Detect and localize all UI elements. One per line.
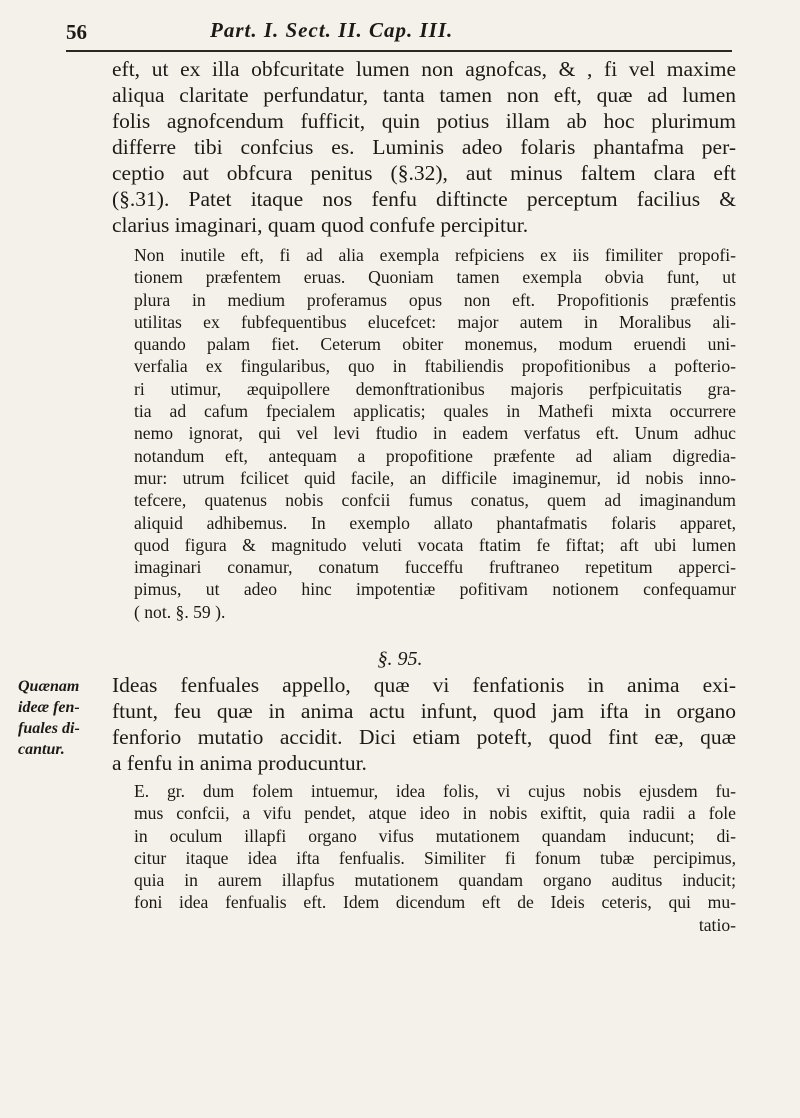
text-line: tefcere, quatenus nobis confcii fumus conatus, quem ad imaginandum xyxy=(134,490,736,511)
text-line: plura in medium proferamus opus non eft. Propofitionis præfentis xyxy=(134,289,736,310)
margin-note xyxy=(18,676,88,760)
text-line: nemo ignorat, qui vel levi ftudio in eadem verfatus eft. Unum adhuc xyxy=(134,423,736,444)
text-line: utilitas ex fubfequentibus elucefcet: major autem in Moralibus ali- xyxy=(134,311,736,332)
page-header xyxy=(66,18,726,48)
text-line: differre tibi confcius es. Luminis adeo folaris phantafma per- xyxy=(112,135,736,159)
text-line: fenforio mutatio accidit. Dici etiam poteft, quod fint eæ, quæ xyxy=(112,725,736,749)
text-line: eft, ut ex illa obfcuritate lumen non agnofcas, & , fi vel maxime xyxy=(112,57,736,81)
section-number: §. 95. xyxy=(377,648,423,670)
text-line: ri utimur, æquipollere demonftrationibus majoris perfpicuitatis gra- xyxy=(134,378,736,399)
paragraph-4-example xyxy=(134,780,736,936)
text-line: in oculum illapfi organo vifus mutationem quandam inducunt; di- xyxy=(134,825,736,846)
text-line: E. gr. dum folem intuemur, idea folis, vi cujus nobis ejusdem fu- xyxy=(134,781,736,801)
text-line: verfalia ex fingularibus, quo in ftabiliendis propofitionibus a pofterio- xyxy=(134,356,736,377)
text-line: ( not. §. 59 ). xyxy=(134,601,226,622)
margin-note-line: Quænam xyxy=(18,678,80,695)
text-line: folis agnofcendum fufficit, quin potius illam ab hoc plurimum xyxy=(112,109,736,133)
text-line: tia ad cafum fpecialem applicatis; quales in Mathefi mixta occurrere xyxy=(134,401,736,422)
text-line: a fenfu in anima producuntur. xyxy=(112,751,367,775)
margin-note-line: fuales di- xyxy=(18,720,80,737)
text-line: pimus, ut adeo hinc impotentiæ pofitivam notionem confequamur xyxy=(134,579,736,600)
text-line: clarius imaginari, quam quod confufe percipitur. xyxy=(112,213,529,237)
text-line: (§.31). Patet itaque nos fenfu diftincte perceptum facilius & xyxy=(112,187,736,211)
margin-note-line: cantur. xyxy=(18,741,65,758)
text-line: ftunt, feu quæ in anima actu infunt, quod jam ifta in organo xyxy=(112,699,736,723)
text-line: Ideas fenfuales appello, quæ vi fenfationis in anima exi- xyxy=(112,673,736,697)
text-line: foni idea fenfualis eft. Idem dicendum eft de Ideis ceteris, qui mu- xyxy=(134,892,736,913)
paragraph-3-definition xyxy=(112,672,736,776)
text-line: imaginari conamur, conatum fucceffu fruftraneo repetitum apperci- xyxy=(134,557,736,578)
text-line: mur: utrum fcilicet quid facile, an difficile imaginemur, id nobis inno- xyxy=(134,467,736,488)
text-line: tionem præfentem eruas. Quoniam tamen exempla obvia funt, ut xyxy=(134,267,736,288)
text-line: quando palam fiet. Ceterum obiter monemus, modum eruendi uni- xyxy=(134,334,736,355)
text-line: Non inutile eft, fi ad alia exempla refpiciens ex iis fimiliter propofi- xyxy=(134,245,736,265)
text-line: quod figura & magnitudo veluti vocata ftatim fe fiftat; aft ubi lumen xyxy=(134,534,736,555)
margin-note-line: ideæ fen- xyxy=(18,699,80,716)
text-line: mus confcii, a vifu pendet, atque ideo in nobis exiftit, quia radii a fole xyxy=(134,803,736,824)
running-title: Part. I. Sect. II. Cap. III. xyxy=(210,18,454,42)
page-number: 56 xyxy=(66,20,87,44)
text-line: citur itaque idea ifta fenfualis. Similiter fi fonum tubæ percipimus, xyxy=(134,847,736,868)
text-line: quia in aurem illapfus mutationem quandam organo auditus inducit; xyxy=(134,870,736,891)
text-line: tatio- xyxy=(698,914,736,935)
paragraph-1 xyxy=(112,56,736,238)
header-rule xyxy=(66,50,732,52)
text-line: aliquid adhibemus. In exemplo allato phantafmatis folaris apparet, xyxy=(134,512,736,533)
text-line: ceptio aut obfcura penitus (§.32), aut minus faltem clara eft xyxy=(112,161,736,185)
paragraph-2-note xyxy=(134,244,736,623)
text-line: aliqua claritate perfundatur, tanta tamen non eft, quæ ad lumen xyxy=(112,83,736,107)
text-line: notandum eft, antequam a propofitione præfente ad aliam digredia- xyxy=(134,445,736,466)
